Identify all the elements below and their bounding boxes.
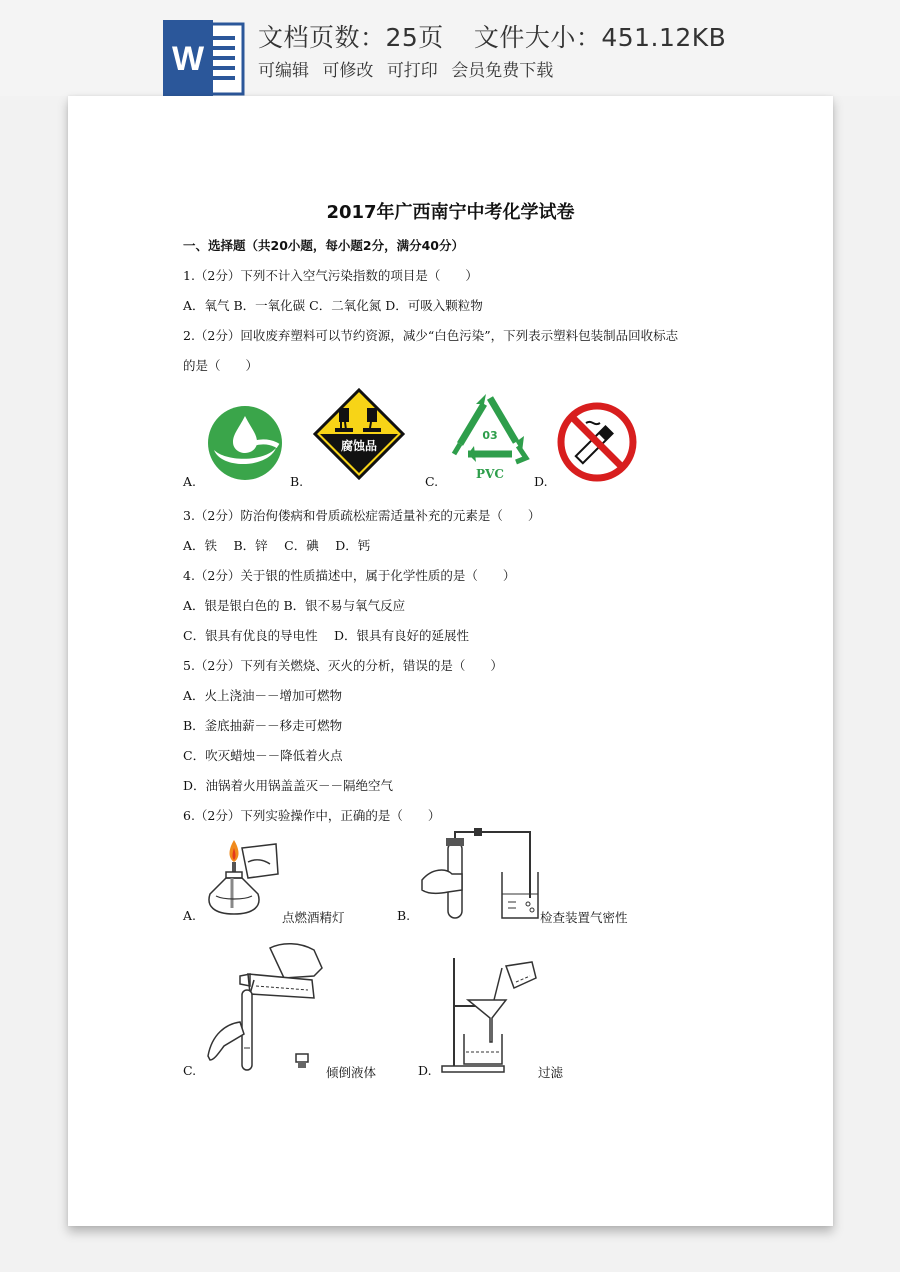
q6-label-b: B. (397, 908, 411, 923)
feature-printable: 可打印 (386, 61, 438, 81)
q6-caption-a: 点燃酒精灯 (282, 910, 345, 925)
question-2-line2: 的是（ ） (183, 358, 259, 373)
corrosive-sign-icon (313, 388, 405, 480)
recycle-symbol-icon (446, 392, 534, 484)
green-water-logo-icon (206, 404, 284, 482)
file-size: 文件大小：451.12KB (473, 23, 727, 52)
word-document-icon (163, 20, 245, 96)
q6-caption-d: 过滤 (538, 1065, 564, 1080)
question-3: 3.（2分）防治佝偻病和骨质疏松症需适量补充的元素是（ ） (183, 508, 541, 523)
question-1: 1.（2分）下列不计入空气污染指数的项目是（ ） (183, 268, 478, 283)
corrosive-sign-text: 腐蚀品 (340, 439, 378, 453)
q6-caption-b: 检查装置气密性 (540, 910, 628, 925)
q6-label-c: C. (183, 1063, 197, 1078)
question-5-option-b: B．釜底抽薪－－移走可燃物 (183, 718, 343, 733)
question-1-options: A．氧气 B．一氧化碳 C．二氧化氮 D．可吸入颗粒物 (183, 298, 483, 313)
feature-list (258, 56, 561, 81)
word-logo-letter: W (171, 40, 205, 78)
recycle-code: PVC (476, 467, 504, 481)
q6-caption-c: 倾倒液体 (326, 1065, 377, 1080)
feature-editable: 可编辑 (258, 61, 309, 81)
feature-modifiable: 可修改 (322, 61, 374, 81)
doc-title: 2017年广西南宁中考化学试卷 (326, 202, 575, 223)
filtration-setup-icon (440, 954, 540, 1074)
q2-label-d: D. (534, 474, 548, 489)
question-5-option-a: A．火上浇油－－增加可燃物 (183, 688, 343, 703)
question-4-options-ab: A．银是银白色的 B．银不易与氧气反应 (183, 598, 406, 613)
section-heading: 一、选择题（共20小题，每小题2分，满分40分） (183, 238, 464, 253)
airtightness-check-icon (418, 828, 540, 922)
question-4-options-cd: C．银具有优良的导电性 D．银具有良好的延展性 (183, 628, 470, 643)
document-page (68, 96, 833, 1226)
question-5-option-d: D．油锅着火用锅盖盖灭－－隔绝空气 (183, 778, 394, 793)
q2-label-c: C. (425, 474, 439, 489)
q2-label-a: A. (183, 474, 197, 489)
alcohol-lamp-icon (204, 834, 284, 922)
feature-member-download: 会员免费下载 (451, 61, 554, 81)
page-count: 文档页数：25页 (258, 23, 444, 52)
no-smoking-icon (556, 401, 638, 483)
question-3-options: A．铁 B．锌 C．碘 D．钙 (183, 538, 371, 553)
question-2-line1: 2.（2分）回收废弃塑料可以节约资源，减少“白色污染”，下列表示塑料包装制品回收标志 (183, 328, 679, 343)
question-5-option-c: C．吹灭蜡烛－－降低着火点 (183, 748, 343, 763)
recycle-number: 03 (482, 429, 498, 442)
question-5: 5.（2分）下列有关燃烧、灭火的分析，错误的是（ ） (183, 658, 503, 673)
pouring-liquid-icon (204, 938, 326, 1074)
q6-label-d: D. (418, 1063, 432, 1078)
question-4: 4.（2分）关于银的性质描述中，属于化学性质的是（ ） (183, 568, 516, 583)
document-info-header (0, 0, 900, 96)
q2-label-b: B. (290, 474, 304, 489)
q6-label-a: A. (183, 908, 197, 923)
question-6: 6.（2分）下列实验操作中，正确的是（ ） (183, 808, 441, 823)
